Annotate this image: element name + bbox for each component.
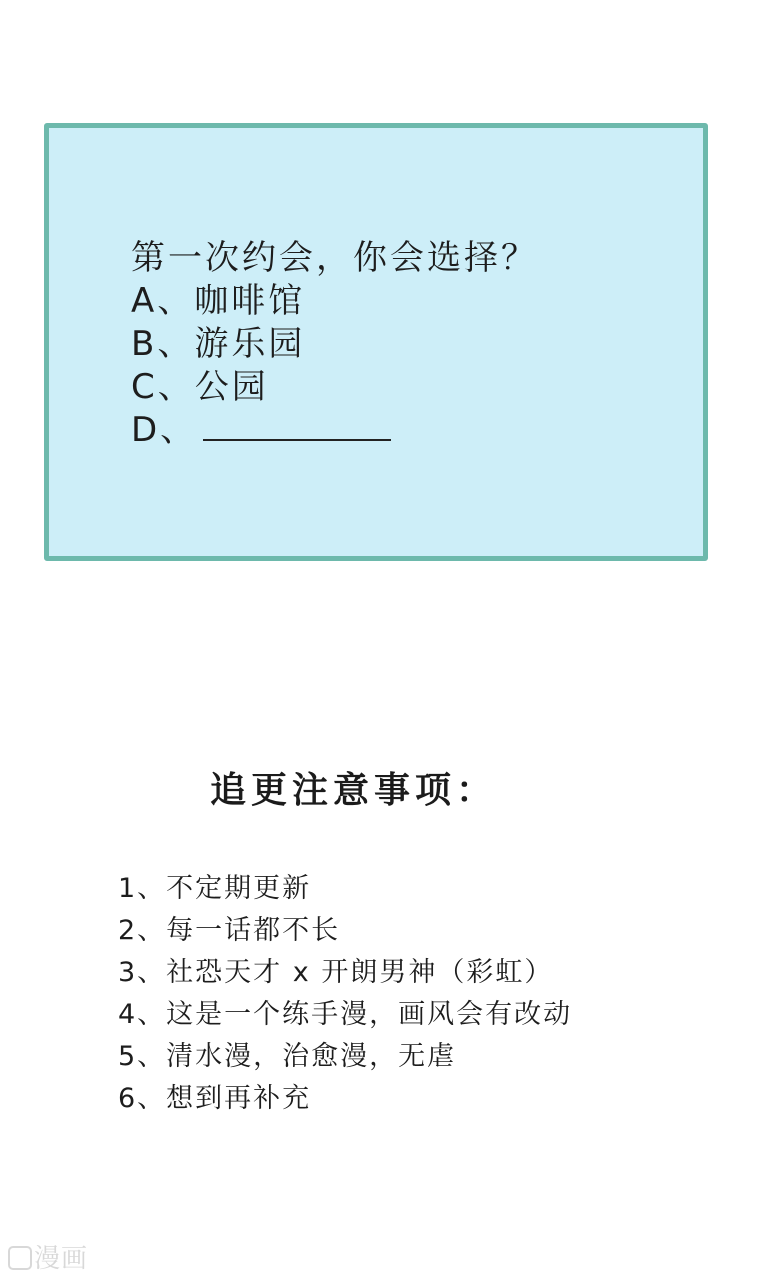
notes-list [118,868,572,1120]
quiz-content [131,236,538,452]
manga-logo-icon [8,1246,32,1270]
notes-item-4: 4、这是一个练手漫，画风会有改动 [118,999,573,1030]
notes-item-2: 2、每一话都不长 [118,915,341,946]
answer-blank-line [203,439,391,441]
notes-title: 追更注意事项： [210,770,498,811]
quiz-option-c: C、公园 [131,367,269,407]
quiz-question: 第一次约会，你会选择？ [131,238,538,278]
notes-item-3: 3、社恐天才 x 开朗男神（彩虹） [118,957,554,988]
notes-item-6: 6、想到再补充 [118,1083,312,1114]
notes-item-5: 5、清水漫，治愈漫，无虐 [118,1041,457,1072]
quiz-option-d-label: D、 [131,410,198,450]
quiz-panel [44,123,708,561]
quiz-option-a: A、咖啡馆 [131,281,306,321]
notes-item-1: 1、不定期更新 [118,873,312,904]
quiz-option-b: B、游乐园 [131,324,306,364]
watermark [8,1238,88,1275]
quiz-option-d [131,409,538,452]
watermark-text: 漫画 [34,1244,89,1274]
